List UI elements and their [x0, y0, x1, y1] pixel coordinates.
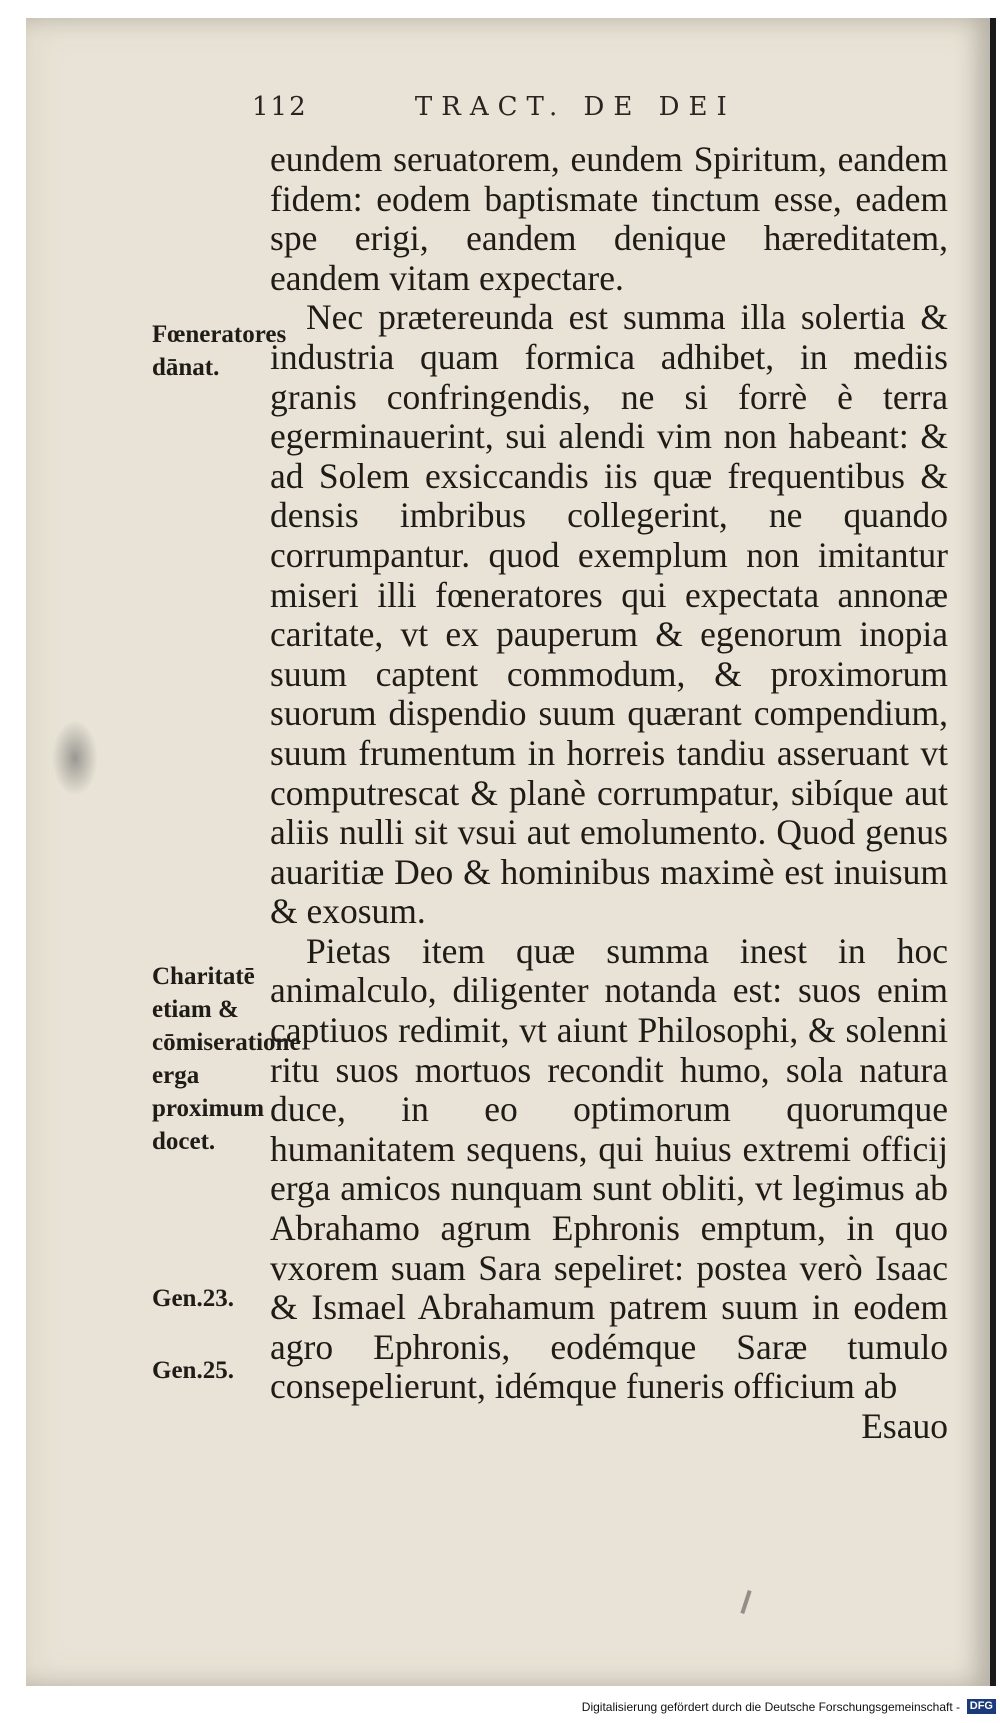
catchword: Esauo [861, 1406, 948, 1446]
footer-credit: Digitalisierung gefördert durch die Deutsche Forschungsgemeinschaft - [581, 1700, 960, 1714]
margin-note-feneratores: Fœneratores dānat. [152, 321, 287, 381]
running-header [252, 92, 812, 122]
paragraph-3: Pietas item quæ summa inest in hoc animalculo, diligenter notanda est: suos enim captiuos redimit, vt aiunt Philosophi, & solenni ritu suos mortuos recondit humo, sola natura duce, in eo optimorum quorumque humanitatem sequens, qui huius extremi officij erga amicos nunquam sunt obliti, vt legimus ab Abrahamo agrum Ephronis emptum, in quo vxorem suam Sara sepeliret: postea verò Isaac & Ismael Abrahamum patrem suum in eodem agro Ephronis, eodémque Saræ tumulo consepelierunt, idémque funeris officium ab [270, 930, 948, 1407]
page-number: 112 [252, 92, 308, 122]
main-text-block [270, 140, 948, 1447]
page-stain [52, 720, 98, 796]
digitization-footer [0, 1694, 1000, 1723]
paragraph-1: eundem seruatorem, eundem Spiritum, eandem fidem: eodem baptismate tinctum esse, eadem spe erigi, eandem denique hæreditatem, eandem vitam expectare. [270, 139, 948, 298]
margin-note-charitate: Charitatē etiam & cōmiseratione erga proximum docet. [152, 963, 301, 1155]
margin-note-gen23: Gen.23. [152, 1285, 234, 1312]
paragraph-2: Nec prætereunda est summa illa solertia & industria quam formica adhibet, in mediis granis confringendis, ne si forrè è terra egerminauerint, sui alendi vim non habeant: & ad Solem exsiccandis iis quæ frequentibus & densis imbribus collegerint, ne quando corrumpantur. quod exemplum non imitantur miseri illi fœneratores qui expectata annonæ caritate, vt ex pauperum & egenorum inopia suum captent commodum, & proximorum suorum dispendio suum quærant compendium, suum frumentum in horreis tandiu asseruant vt computrescat & planè corrumpatur, sibíque aut aliis nulli sit vsui aut emolumento. Quod genus auaritiæ Deo & hominibus maximè est inuisum & exosum. [270, 297, 948, 932]
running-title: TRACT. DE DEI [414, 92, 736, 122]
margin-note-gen25: Gen.25. [152, 1357, 234, 1384]
dfg-logo: DFG [967, 1699, 996, 1714]
